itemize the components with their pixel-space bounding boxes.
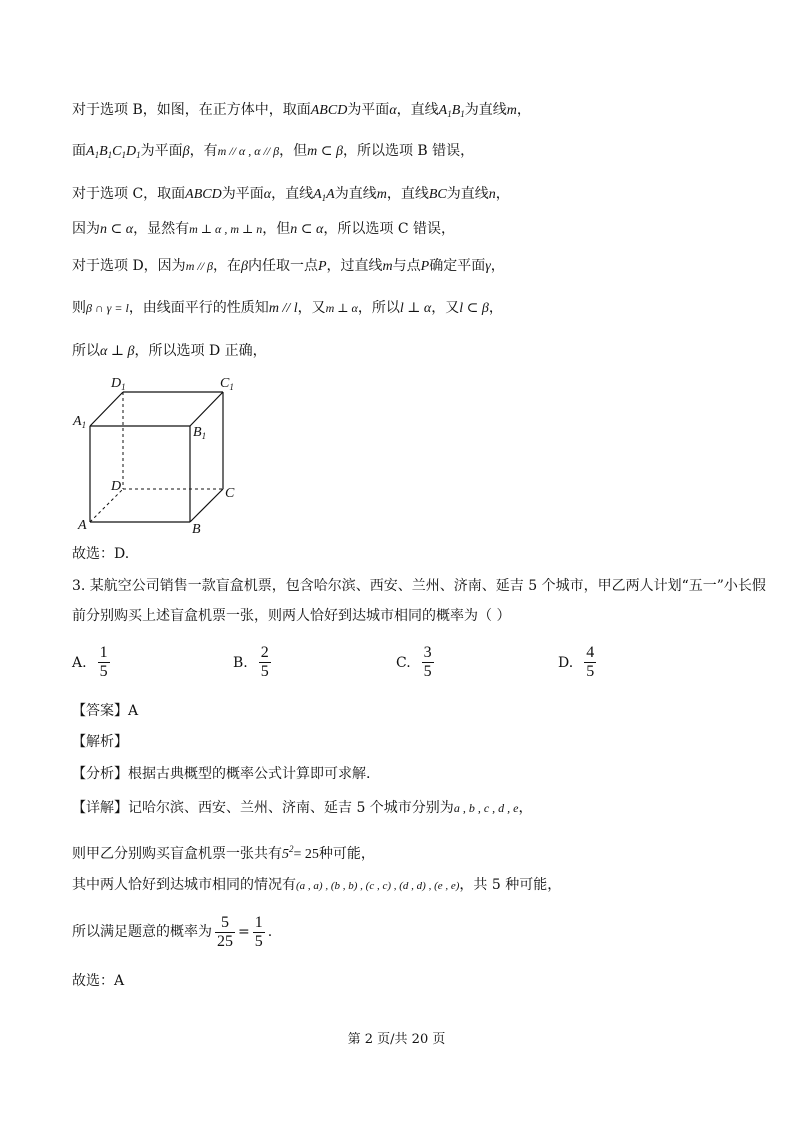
probability-text [72, 912, 272, 952]
text-line-option-b-2 [72, 142, 474, 164]
text: 所以满足题意的概率为 [72, 924, 212, 940]
text: 与点 [392, 258, 421, 274]
subscript: 1 [447, 109, 452, 119]
subscript: 1 [94, 150, 100, 160]
option-label: C. [396, 654, 411, 671]
text: 则 [72, 300, 86, 316]
text: ，由线面平行的性质知 [128, 300, 269, 316]
edge-bc [190, 489, 223, 522]
numerator: 1 [99, 644, 108, 661]
text: 种可能， [318, 846, 375, 862]
math: n [488, 187, 496, 202]
subscript: 1 [460, 109, 465, 119]
math: BC [428, 187, 447, 202]
math: D [125, 144, 137, 159]
text: ， [488, 300, 503, 316]
text: ，又 [297, 300, 326, 316]
fraction [422, 644, 434, 681]
label-b1: $B_1$ [193, 425, 207, 441]
text: ，所以选项 C 错误， [323, 221, 456, 237]
analysis-heading: 【解析】 [72, 734, 128, 750]
subscript: 1 [136, 150, 141, 160]
math: B [99, 144, 108, 159]
numerator: 1 [254, 913, 263, 931]
text: . [267, 924, 273, 940]
math: C [112, 144, 122, 159]
label-a: A [78, 518, 87, 533]
denominator: 5 [254, 932, 263, 950]
text: 则甲乙分别购买盲盒机票一张共有 [72, 846, 282, 862]
subscript: 1 [107, 150, 113, 160]
text: 为直线 [446, 186, 489, 202]
math: m [506, 103, 517, 118]
label-a1: $A_1$ [73, 414, 87, 430]
text: 确定平面 [429, 258, 486, 274]
answer-choose-d: 故选：D. [72, 546, 130, 562]
text: 内任取一点 [247, 258, 318, 274]
math: β [241, 259, 248, 274]
math: ABCD [185, 187, 222, 202]
text: 对于选项 D，因为 [72, 258, 186, 274]
superscript: 2 [289, 844, 294, 854]
numerator: 4 [586, 644, 595, 661]
math: l ⊥ α [399, 301, 432, 316]
text: ，在 [213, 258, 241, 274]
text: 因为 [72, 221, 100, 237]
text-line-option-c-1 [72, 185, 510, 207]
math: a , b , c , d , e [453, 801, 519, 815]
text: ，共 5 种可能， [459, 877, 562, 893]
text: 所以 [72, 343, 100, 359]
text: ，有 [189, 143, 218, 159]
subscript: 1 [321, 193, 327, 203]
text: ，显然有 [133, 221, 190, 237]
math: n ⊂ α [100, 222, 134, 237]
choose-a: 故选：A [72, 973, 125, 989]
math: A [326, 187, 335, 202]
math: m // β [185, 259, 213, 273]
label-d1: $D_1$ [111, 376, 126, 392]
text: 为直线 [334, 186, 377, 202]
math: = 25 [293, 847, 319, 862]
numerator: 5 [215, 914, 235, 933]
fraction [584, 644, 596, 681]
text: ，直线 [396, 102, 439, 118]
fenxi-text: 【分析】根据古典概型的概率公式计算即可求解. [72, 766, 371, 782]
cube-figure [70, 372, 245, 537]
denominator: 5 [423, 663, 432, 680]
math: ABCD [310, 103, 348, 118]
text: ，但 [279, 143, 308, 159]
text: ，直线 [271, 186, 314, 202]
math: β ∩ γ = l [86, 301, 129, 315]
text: 其中两人恰好到达城市相同的情况有 [72, 877, 296, 893]
label-c1: $C_1$ [220, 376, 234, 392]
text: ，又 [431, 300, 460, 316]
text: 面 [72, 143, 86, 159]
math: n ⊂ α [290, 222, 324, 237]
option-label: A. [72, 654, 87, 671]
text: 为直线 [464, 102, 507, 118]
math: l ⊂ β [459, 301, 489, 316]
option-c [396, 644, 437, 681]
math: α ⊥ β [100, 344, 135, 359]
math: A [86, 144, 95, 159]
math: P [420, 259, 430, 274]
edge-a1d1 [90, 392, 123, 426]
text: ，所以选项 D 正确， [134, 343, 267, 359]
math: m ⊥ α [325, 301, 358, 315]
fraction [215, 914, 235, 951]
option-d [558, 644, 599, 681]
numerator: 3 [423, 644, 432, 661]
detail-text [72, 799, 532, 817]
text: ，所以 [357, 300, 400, 316]
math: m // l [268, 301, 298, 316]
numerator: 2 [260, 644, 269, 661]
option-label: D. [558, 654, 574, 671]
text: ， [518, 800, 533, 816]
denominator: 5 [586, 663, 595, 680]
text: ，但 [262, 221, 291, 237]
text: 对于选项 C，取面 [72, 186, 186, 202]
math: m // α , α // β [217, 144, 280, 158]
math: m [382, 259, 393, 274]
question-text-1: 3. 某航空公司销售一款盲盒机票，包含哈尔滨、西安、兰州、济南、延吉 5 个城市，甲乙两人计划“五一”小长假 [72, 578, 766, 594]
text-line-option-b-1 [72, 101, 531, 123]
text: ，过直线 [326, 258, 383, 274]
math: P [317, 259, 327, 274]
option-label: B. [233, 654, 248, 671]
label-b: B [192, 522, 201, 537]
math: m [376, 187, 387, 202]
option-b [233, 644, 274, 681]
text-line-option-d-2 [72, 299, 503, 318]
denominator: 5 [99, 663, 108, 680]
math: A [438, 103, 448, 118]
math: α [389, 103, 397, 118]
question-text-2: 前分别购买上述盲盒机票一张，则两人恰好到达城市相同的概率为（ ） [72, 608, 511, 624]
text: ， [516, 102, 531, 118]
page-footer: 第 2 页/共 20 页 [347, 1032, 446, 1047]
text: 【详解】记哈尔滨、西安、兰州、济南、延吉 5 个城市分别为 [72, 800, 454, 816]
same-cases-text [72, 876, 561, 895]
math: A [313, 187, 322, 202]
fraction [253, 914, 265, 951]
text: 对于选项 B，如图，在正方体中，取面 [72, 102, 311, 118]
text: ， [490, 258, 505, 274]
denominator: 5 [260, 663, 269, 680]
text: 为平面 [221, 186, 264, 202]
fraction [259, 644, 271, 681]
math: α [263, 187, 272, 202]
denominator: 25 [217, 932, 233, 950]
math: m ⊂ β [307, 144, 343, 159]
option-a [72, 644, 113, 681]
math: 5 [282, 847, 289, 862]
edge-b1c1 [190, 392, 223, 426]
math: B [451, 103, 461, 118]
text-line-option-c-2 [72, 220, 455, 239]
text: 为平面 [347, 102, 390, 118]
answer-heading: 【答案】A [72, 703, 139, 719]
math: m ⊥ α , m ⊥ n [189, 222, 263, 236]
math: β [182, 144, 190, 159]
text-line-option-d-3 [72, 342, 267, 361]
label-d: D [111, 479, 122, 494]
math: γ [485, 259, 491, 274]
text: ，所以选项 B 错误， [342, 143, 475, 159]
equals: = [238, 924, 250, 940]
text: ， [495, 186, 510, 202]
subscript: 1 [121, 150, 126, 160]
text: ，直线 [386, 186, 429, 202]
count-text [72, 840, 375, 864]
math: (a , a) , (b , b) , (c , c) , (d , d) , (e , e) [296, 880, 460, 892]
text: 为平面 [140, 143, 183, 159]
text-line-option-d-1 [72, 257, 505, 276]
label-c: C [225, 486, 235, 501]
fraction [98, 644, 110, 681]
